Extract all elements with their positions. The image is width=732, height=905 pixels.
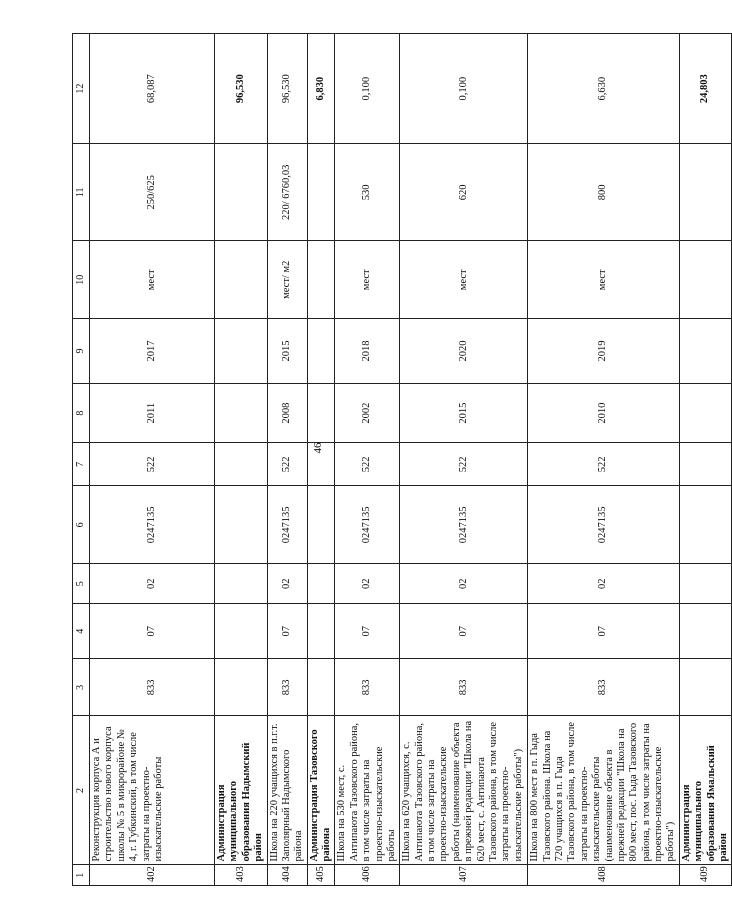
cell-c10: мест/ м2 (267, 241, 307, 319)
cell-c12: 24,803 (679, 34, 732, 144)
cell-c7: 522 (528, 443, 680, 486)
cell-c6 (679, 486, 732, 564)
cell-c8 (679, 383, 732, 442)
col-number-header: 7 (73, 443, 90, 486)
cell-c10: мест (528, 241, 680, 319)
col-number-header: 2 (73, 716, 90, 865)
row-number: 404 (267, 865, 307, 886)
cell-c8 (215, 383, 268, 442)
cell-c9: 2015 (267, 319, 307, 384)
cell-c11: 620 (400, 144, 528, 241)
row-number: 405 (307, 865, 335, 886)
cell-c4: 07 (90, 604, 215, 659)
object-name: Школа на 220 учащихся в п.г.т. Заполярный Надымского района (267, 716, 307, 865)
object-name: Школа на 530 мест, с. Антипаюта Тазовского района, в том числе затраты на проектно-изыскательские работы (335, 716, 400, 865)
cell-c9 (679, 319, 732, 384)
table-row (90, 34, 215, 886)
row-number: 406 (335, 865, 400, 886)
table-row (528, 34, 680, 886)
cell-c4: 07 (335, 604, 400, 659)
cell-c3: 833 (335, 659, 400, 716)
row-number: 402 (90, 865, 215, 886)
cell-c10: мест (335, 241, 400, 319)
cell-c11 (215, 144, 268, 241)
cell-c10 (679, 241, 732, 319)
row-number: 407 (400, 865, 528, 886)
cell-c4: 07 (528, 604, 680, 659)
cell-c6: 0247135 (90, 486, 215, 564)
budget-table (72, 33, 732, 886)
cell-c6: 0247135 (528, 486, 680, 564)
cell-c11 (679, 144, 732, 241)
cell-c5: 02 (335, 564, 400, 604)
table-row (400, 34, 528, 886)
cell-c6: 0247135 (267, 486, 307, 564)
cell-c3: 833 (400, 659, 528, 716)
cell-c4 (307, 604, 335, 659)
cell-c6 (307, 486, 335, 564)
cell-c6: 0247135 (400, 486, 528, 564)
cell-c11: 220/ 6760,03 (267, 144, 307, 241)
table-row (679, 34, 732, 886)
budget-table-rotated (72, 33, 729, 886)
cell-c9: 2018 (335, 319, 400, 384)
object-name: Администрация муниципального образования Ямальский район (679, 716, 732, 865)
col-number-header: 10 (73, 241, 90, 319)
table-row (307, 34, 335, 886)
cell-c12: 6,630 (528, 34, 680, 144)
cell-c10: мест (400, 241, 528, 319)
cell-c8: 2008 (267, 383, 307, 442)
cell-c8: 2015 (400, 383, 528, 442)
table-row (335, 34, 400, 886)
cell-c11: 800 (528, 144, 680, 241)
cell-c7: 522 (90, 443, 215, 486)
header-row (73, 34, 90, 886)
cell-c5: 02 (528, 564, 680, 604)
object-name: Школа на 800 мест в п. Гыда Тазовского района. Школа на 720 учащихся в п. Гыда Тазовского района, в том числе затраты на проектно-изыскательские работы (наименование объекта в прежней редакции "Школа на 800 мест, пос. Гыда Тазовского района, в том числе затраты на проектно-изыскательские работы") (528, 716, 680, 865)
cell-c8: 2002 (335, 383, 400, 442)
cell-c5 (679, 564, 732, 604)
cell-c9: 2019 (528, 319, 680, 384)
cell-c5 (307, 564, 335, 604)
page-number: 46 (312, 442, 324, 454)
cell-c12: 96,530 (267, 34, 307, 144)
cell-c7 (679, 443, 732, 486)
cell-c9 (215, 319, 268, 384)
col-number-header: 6 (73, 486, 90, 564)
cell-c10 (215, 241, 268, 319)
cell-c5 (215, 564, 268, 604)
cell-c11 (307, 144, 335, 241)
cell-c10: мест (90, 241, 215, 319)
table-row (215, 34, 268, 886)
cell-c5: 02 (400, 564, 528, 604)
cell-c3: 833 (528, 659, 680, 716)
table-body (73, 34, 732, 886)
col-number-header: 1 (73, 865, 90, 886)
cell-c12: 0,100 (400, 34, 528, 144)
cell-c4: 07 (267, 604, 307, 659)
table-row (267, 34, 307, 886)
row-number: 403 (215, 865, 268, 886)
cell-c4 (679, 604, 732, 659)
cell-c3 (215, 659, 268, 716)
cell-c12: 0,100 (335, 34, 400, 144)
object-name: Администрация муниципального образования Надымский район (215, 716, 268, 865)
object-name: Администрация Тазовского района (307, 716, 335, 865)
cell-c7: 522 (267, 443, 307, 486)
cell-c8: 2010 (528, 383, 680, 442)
cell-c3 (307, 659, 335, 716)
col-number-header: 4 (73, 604, 90, 659)
cell-c11: 530 (335, 144, 400, 241)
cell-c4: 07 (400, 604, 528, 659)
cell-c8: 2011 (90, 383, 215, 442)
cell-c4 (215, 604, 268, 659)
cell-c11: 250/625 (90, 144, 215, 241)
row-number: 409 (679, 865, 732, 886)
cell-c10 (307, 241, 335, 319)
cell-c7: 522 (335, 443, 400, 486)
cell-c9 (307, 319, 335, 384)
object-name: Реконструкция корпуса А и строительство нового корпуса школы № 5 в микрорайоне № 4, г. Губкинский, в том числе затраты на проектно-изыскательские работы (90, 716, 215, 865)
col-number-header: 11 (73, 144, 90, 241)
cell-c3: 833 (267, 659, 307, 716)
object-name: Школа на 620 учащихся, с. Антипаюта Тазовского района, в том числе затраты на проектно-изыскательские работы (наименование объекта в прежней редакции "Школа на 620 мест, с. Антипаюта Тазовского района, в том числе затраты на проектно-изыскательские работы") (400, 716, 528, 865)
cell-c7: 522 (400, 443, 528, 486)
cell-c6 (215, 486, 268, 564)
cell-c3 (679, 659, 732, 716)
cell-c5: 02 (90, 564, 215, 604)
cell-c7 (215, 443, 268, 486)
cell-c12: 6,830 (307, 34, 335, 144)
cell-c9: 2020 (400, 319, 528, 384)
cell-c3: 833 (90, 659, 215, 716)
row-number: 408 (528, 865, 680, 886)
col-number-header: 9 (73, 319, 90, 384)
cell-c12: 96,530 (215, 34, 268, 144)
cell-c6: 0247135 (335, 486, 400, 564)
col-number-header: 3 (73, 659, 90, 716)
cell-c12: 68,087 (90, 34, 215, 144)
cell-c9: 2017 (90, 319, 215, 384)
cell-c7 (307, 443, 335, 486)
col-number-header: 5 (73, 564, 90, 604)
col-number-header: 8 (73, 383, 90, 442)
cell-c5: 02 (267, 564, 307, 604)
cell-c8 (307, 383, 335, 442)
col-number-header: 12 (73, 34, 90, 144)
